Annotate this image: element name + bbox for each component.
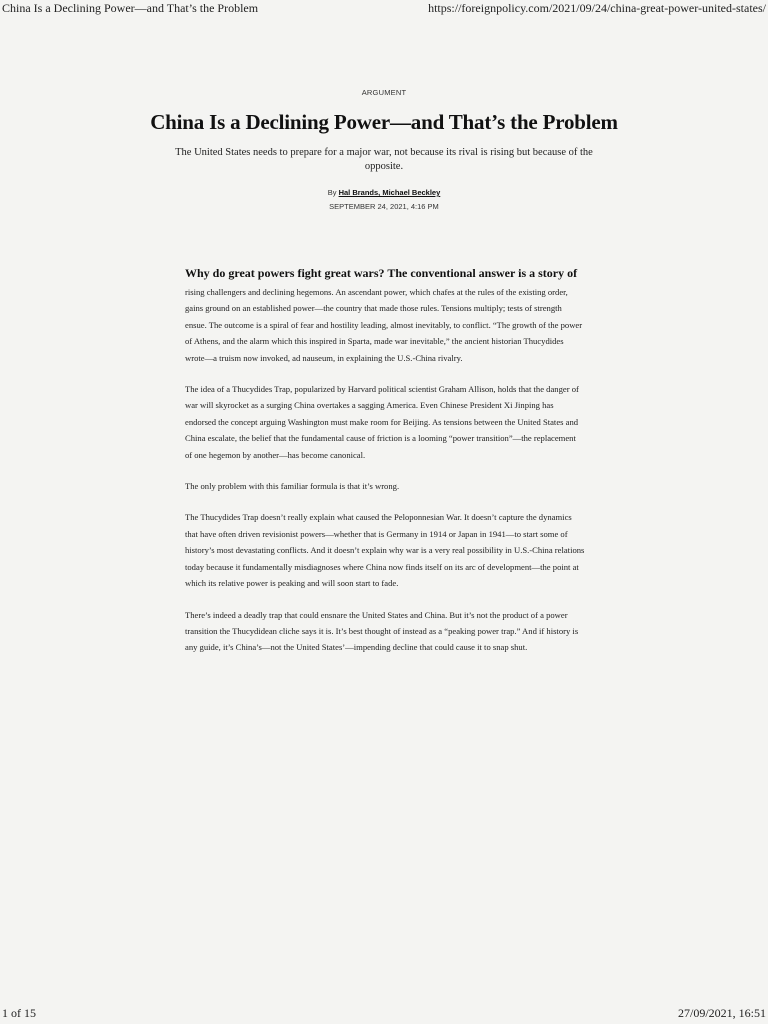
- article-dateline: SEPTEMBER 24, 2021, 4:16 PM: [329, 202, 439, 211]
- article-paragraph-3: The only problem with this familiar formula is that it’s wrong.: [185, 481, 400, 492]
- print-header: [0, 0, 768, 18]
- article-body: [185, 266, 585, 671]
- article-paragraph-1: rising challengers and declining hegemons. An ascendant power, which chafes at the rules of the existing order, gains ground on an established power—the country that made those rules. Tensions multiply; tests of strength ensue. The outcome is a spiral of fear and hostility leading, almost inevitably, to conflict. “The growth of the power of Athens, and the alarm which this inspired in Sparta, made war inevitable,” the ancient historian Thucydides wrote—a truism now invoked, ad nauseum, in explaining the U.S.-China rivalry.: [185, 287, 583, 363]
- article-paragraph-2: The idea of a Thucydides Trap, popularized by Harvard political scientist Graham Allison, holds that the danger of war will skyrocket as a surging China overtakes a sagging America. Even Chinese President Xi Jinping has endorsed the concept arguing Washington must make room for Beijing. As tensions between the United States and China escalate, the belief that the fundamental cause of friction is a looming “power transition”—the replacement of one hegemon by another—has become canonical.: [185, 384, 579, 460]
- byline-authors-link[interactable]: Hal Brands, Michael Beckley: [338, 188, 441, 197]
- print-footer-page-count: 1 of 15: [2, 1006, 36, 1020]
- article-kicker[interactable]: ARGUMENT: [361, 88, 407, 97]
- byline: [0, 188, 768, 197]
- article-lede: Why do great powers fight great wars? The conventional answer is a story of: [185, 266, 578, 280]
- print-header-url[interactable]: https://foreignpolicy.com/2021/09/24/china-great-power-united-states/: [428, 1, 766, 15]
- article-headline: China Is a Declining Power—and That’s the Problem: [150, 110, 618, 134]
- article-dek: The United States needs to prepare for a major war, not because its rival is rising but because of the opposite.: [175, 147, 593, 172]
- print-header-title: China Is a Declining Power—and That’s the Problem: [2, 1, 259, 15]
- print-footer: [0, 1006, 768, 1024]
- print-footer-date: 27/09/2021, 16:51: [677, 1006, 766, 1020]
- article-paragraph-4: The Thucydides Trap doesn’t really explain what caused the Peloponnesian War. It doesn’t capture the dynamics that have often driven revisionist powers—whether that is Germany in 1914 or Japan in 1941—to start some of history’s most devastating conflicts. And it doesn’t explain why war is a very real possibility in U.S.-China relations today because it fundamentally misdiagnoses where China now finds itself on its arc of development—the point at which its relative power is peaking and will soon start to fade.: [185, 512, 585, 589]
- article-paragraph-5: There’s indeed a deadly trap that could ensnare the United States and China. But it’s not the product of a power transition the Thucydidean cliche says it is. It’s best thought of instead as a “peaking power trap.” And if history is any guide, it’s China’s—not the United States’—impending decline that could cause it to snap shut.: [185, 609, 579, 653]
- byline-prefix: By: [327, 188, 337, 197]
